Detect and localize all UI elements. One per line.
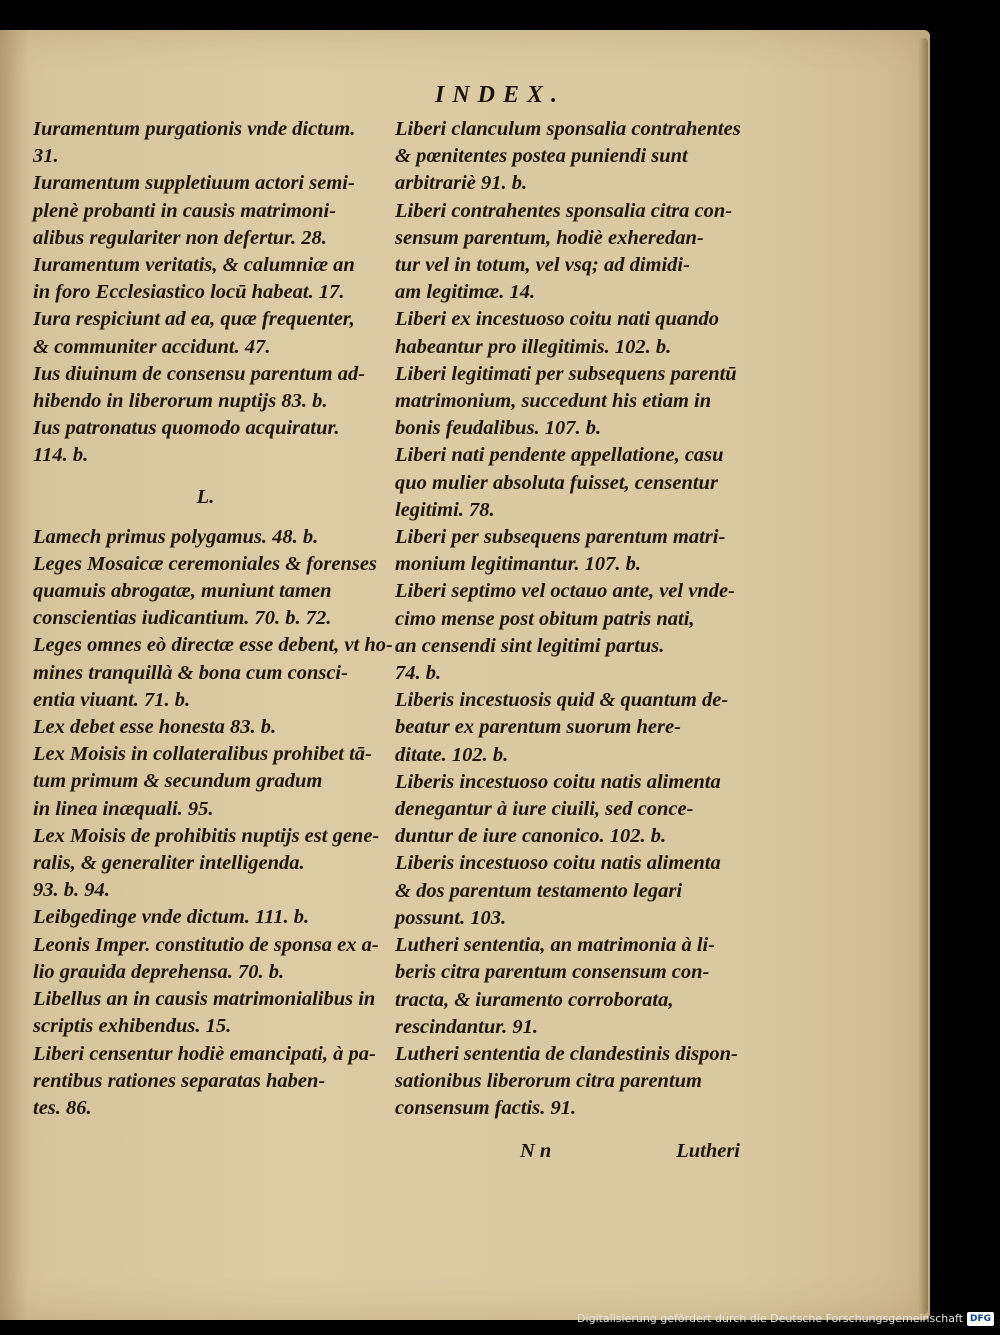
digitization-credit (577, 1305, 994, 1333)
entry-line: rentibus rationes separatas haben- (33, 1069, 326, 1092)
entry-line: mines tranquillà & bona cum consci- (33, 661, 348, 684)
page-header: INDEX. (434, 82, 566, 108)
entry-line: Liberis incestuosis quid & quantum de- (395, 689, 729, 712)
entry-line: Liberi censentur hodiè emancipati, à pa- (33, 1042, 376, 1065)
index-entry (395, 306, 740, 360)
left-column (33, 116, 393, 1122)
entry-line: Leges omnes eò directæ esse debent, vt ho- (33, 634, 393, 657)
entry-line: 74. b. (395, 662, 442, 685)
entry-line: Liberis incestuoso coitu natis alimenta (395, 852, 721, 875)
entry-line: plenè probanti in causis matrimoni- (33, 199, 336, 222)
entry-line: 114. b. (33, 444, 89, 467)
entry-line: Lutheri sententia de clandestinis dispon- (395, 1042, 738, 1065)
entry-line: duntur de iure canonico. 102. b. (395, 825, 667, 848)
entry-line: alibus regulariter non defertur. 28. (33, 226, 327, 249)
index-entry (395, 1041, 740, 1123)
entry-line: 31. (33, 145, 59, 168)
entry-line: ralis, & generaliter intelligenda. (33, 852, 305, 875)
section-letter: L. (196, 485, 215, 508)
entry-line: Ius diuinum de consensu parentum ad- (33, 362, 366, 385)
entry-line: & dos parentum testamento legari (395, 879, 683, 902)
index-entry (33, 551, 378, 633)
entry-line: Lex debet esse honesta 83. b. (33, 716, 277, 739)
page-edge (918, 38, 928, 1314)
entry-line: conscientias iudicantium. 70. b. 72. (33, 607, 332, 630)
index-entry (33, 116, 378, 170)
index-entry (395, 769, 740, 851)
entry-line: matrimonium, succedunt his etiam in (395, 390, 712, 413)
entry-line: tum primum & secundum gradum (33, 770, 323, 793)
entry-line: & communiter accidunt. 47. (33, 335, 271, 358)
entry-line: tur vel in totum, vel vsq; ad dimidi- (395, 254, 690, 277)
entry-line: Liberi clanculum sponsalia contrahentes (395, 118, 741, 140)
credit-text: Digitalisierung gefördert durch die Deutsche Forschungsgemeinschaft (577, 1312, 963, 1325)
entry-line: legitimi. 78. (395, 498, 495, 521)
entry-line: Libellus an in causis matrimonialibus in (33, 988, 376, 1011)
index-entry (33, 986, 378, 1040)
entry-line: cimo mense post obitum patris nati, (395, 607, 695, 630)
index-entry (33, 415, 378, 469)
entry-line: hibendo in liberorum nuptijs 83. b. (33, 390, 328, 413)
entry-line: Liberi contrahentes sponsalia citra con- (395, 199, 733, 222)
entry-line: Liberis incestuoso coitu natis alimenta (395, 770, 721, 793)
index-entry (395, 850, 740, 932)
index-entry (395, 361, 740, 443)
index-entry (33, 741, 378, 823)
entry-line: tracta, & iuramento corroborata, (395, 988, 674, 1011)
index-entry (33, 170, 378, 252)
entry-line: beris citra parentum consensum con- (395, 961, 710, 984)
entry-line: quo mulier absoluta fuisset, censentur (395, 471, 718, 494)
right-column (395, 116, 740, 1123)
entry-line: entia viuant. 71. b. (33, 688, 191, 711)
entry-line: am legitimæ. 14. (395, 281, 536, 304)
entry-line: rescindantur. 91. (395, 1015, 538, 1038)
entry-line: Iura respiciunt ad ea, quæ frequenter, (33, 308, 355, 331)
entry-line: Leges Mosaicæ ceremoniales & forenses (33, 552, 377, 575)
entry-line: ditate. 102. b. (395, 743, 509, 766)
entry-line: monium legitimantur. 107. b. (395, 553, 642, 576)
entry-line: sationibus liberorum citra parentum (395, 1070, 702, 1093)
entry-line: Iuramentum purgationis vnde dictum. (33, 118, 356, 140)
index-entry (395, 932, 740, 1041)
entry-line: Liberi per subsequens parentum matri- (395, 526, 726, 549)
entry-line: consensum factis. 91. (395, 1097, 577, 1120)
index-entry (33, 1041, 378, 1123)
entry-line: beatur ex parentum suorum here- (395, 716, 681, 739)
index-entry (33, 632, 393, 714)
dfg-logo: DFG (967, 1312, 994, 1326)
entry-line: & pœnitentes postea puniendi sunt (395, 145, 688, 168)
index-entry (33, 252, 378, 306)
entry-line: Iuramentum suppletiuum actori semi- (33, 172, 355, 195)
index-entry (395, 687, 740, 769)
signature-mark: N n (520, 1140, 552, 1162)
index-entry (33, 306, 378, 360)
entry-line: tes. 86. (33, 1096, 92, 1119)
entry-line: denegantur à iure ciuili, sed conce- (395, 798, 694, 821)
index-entry (33, 361, 378, 415)
index-entry (395, 116, 740, 198)
index-entry (33, 714, 378, 741)
entry-line: arbitrariè 91. b. (395, 172, 528, 195)
index-entry (33, 524, 378, 551)
entry-line: Lamech primus polygamus. 48. b. (33, 525, 319, 548)
index-entry (395, 198, 740, 307)
entry-line: Liberi septimo vel octauo ante, vel vnde- (395, 580, 735, 603)
entry-line: Liberi legitimati per subsequens parentū (395, 362, 737, 385)
index-entry (395, 524, 740, 578)
entry-line: Ius patronatus quomodo acquiratur. (33, 417, 340, 440)
entry-line: in linea inæquali. 95. (33, 797, 214, 820)
entry-line: Lex Moisis in collateralibus prohibet tā- (33, 743, 372, 766)
entry-line: an censendi sint legitimi partus. (395, 634, 665, 657)
entry-line: scriptis exhibendus. 15. (33, 1015, 232, 1038)
entry-line: possunt. 103. (395, 906, 507, 929)
index-entry (395, 442, 740, 524)
entry-line: Leibgedinge vnde dictum. 111. b. (33, 906, 310, 929)
entry-line: Lex Moisis de prohibitis nuptijs est gene- (33, 824, 380, 847)
entry-line: habeantur pro illegitimis. 102. b. (395, 335, 672, 358)
entry-line: quamuis abrogatæ, muniunt tamen (33, 580, 332, 603)
entry-line: Liberi nati pendente appellatione, casu (395, 444, 724, 467)
entry-line: Iuramentum veritatis, & calumniæ an (33, 254, 355, 277)
entry-line: Lutheri sententia, an matrimonia à li- (395, 934, 716, 957)
index-entry (33, 932, 378, 986)
entry-line: Leonis Imper. constitutio de sponsa ex a- (33, 933, 379, 956)
entry-line: in foro Ecclesiastico locū habeat. 17. (33, 281, 345, 304)
entry-line: lio grauida deprehensa. 70. b. (33, 960, 285, 983)
entry-line: 93. b. 94. (33, 879, 110, 902)
entry-line: sensum parentum, hodiè exheredan- (395, 226, 704, 249)
index-entry (395, 578, 740, 687)
entry-line: Liberi ex incestuoso coitu nati quando (395, 308, 720, 331)
catchword: Lutheri (676, 1140, 740, 1162)
index-entry (33, 904, 378, 931)
index-entry (33, 823, 378, 905)
entry-line: bonis feudalibus. 107. b. (395, 417, 602, 440)
